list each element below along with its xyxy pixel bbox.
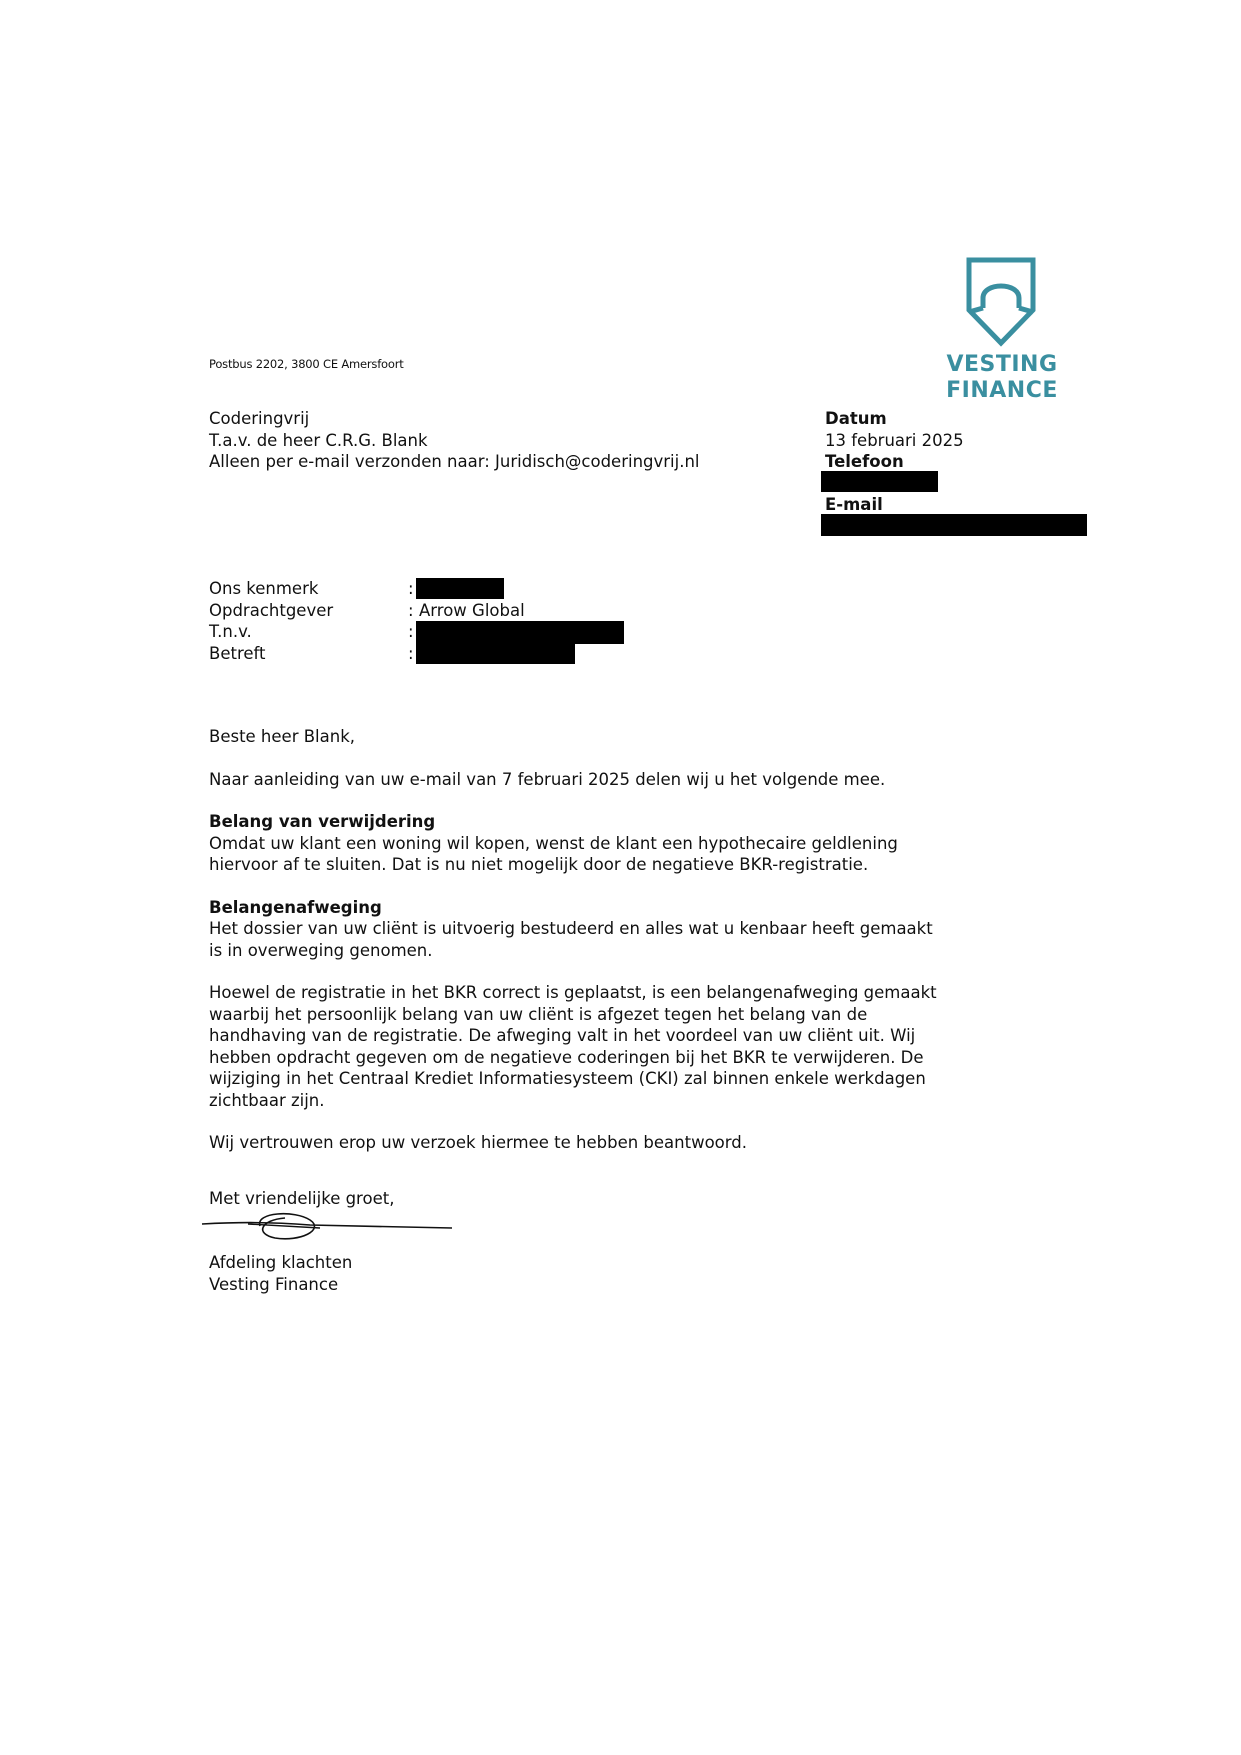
ref-label: Betreft	[209, 643, 266, 663]
handwritten-signature	[200, 1212, 460, 1252]
ref-label: Opdrachtgever	[209, 600, 334, 620]
recipient-block	[209, 408, 700, 473]
section-heading-belangenafweging: Belangenafweging	[209, 897, 382, 917]
telefoon-label: Telefoon	[825, 452, 904, 471]
recipient-delivery-note: Alleen per e-mail verzonden naar: Juridisch@coderingvrij.nl	[209, 452, 700, 471]
ref-label: Ons kenmerk	[209, 579, 319, 598]
signoff-company: Vesting Finance	[209, 1274, 339, 1294]
telefoon-redaction	[821, 471, 938, 492]
ref-label: T.n.v.	[209, 622, 252, 641]
body-line: zichtbaar zijn.	[209, 1090, 325, 1110]
body-line: handhaving van de registratie. De afweging valt in het voordeel van uw cliënt uit. Wij	[209, 1026, 916, 1045]
body-line: hebben opdracht gegeven om de negatieve coderingen bij het BKR te verwijderen. De	[209, 1047, 924, 1067]
salutation: Beste heer Blank,	[209, 727, 355, 746]
body-line: Hoewel de registratie in het BKR correct is geplaatst, is een belangenafweging gemaakt	[209, 983, 937, 1002]
recipient-company: Coderingvrij	[209, 409, 310, 428]
logo-wordmark-line1: VESTING	[946, 352, 1058, 377]
tnv-redaction	[416, 621, 624, 644]
datum-value: 13 februari 2025	[825, 430, 964, 450]
email-redaction	[821, 514, 1087, 536]
letter-body	[209, 726, 937, 1154]
kenmerk-redaction	[416, 578, 504, 599]
greeting: Met vriendelijke groet,	[209, 1189, 395, 1208]
body-line: waarbij het persoonlijk belang van uw cliënt is afgezet tegen het belang van de	[209, 1004, 868, 1024]
signoff-department: Afdeling klachten	[209, 1253, 353, 1272]
body-line: wijziging in het Centraal Krediet Informatiesysteem (CKI) zal binnen enkele werkdagen	[209, 1069, 926, 1088]
return-address: Postbus 2202, 3800 CE Amersfoort	[209, 357, 404, 371]
intro-paragraph: Naar aanleiding van uw e-mail van 7 februari 2025 delen wij u het volgende mee.	[209, 769, 886, 789]
body-line: is in overweging genomen.	[209, 940, 433, 960]
betreft-redaction	[416, 643, 575, 664]
body-line: Omdat uw klant een woning wil kopen, wenst de klant een hypothecaire geldlening	[209, 833, 898, 853]
ref-colon: :	[408, 643, 414, 663]
vesting-finance-logo	[942, 250, 1062, 410]
body-line: hiervoor af te sluiten. Dat is nu niet mogelijk door de negatieve BKR-registratie.	[209, 855, 869, 874]
closing-statement: Wij vertrouwen erop uw verzoek hiermee te hebben beantwoord.	[209, 1133, 747, 1152]
section-heading-belang: Belang van verwijdering	[209, 812, 436, 831]
signoff-block	[209, 1252, 352, 1295]
shield-icon	[942, 250, 1062, 350]
ref-colon: :	[408, 579, 414, 598]
ref-colon: :	[408, 622, 414, 641]
datum-label: Datum	[825, 409, 887, 428]
recipient-attention: T.a.v. de heer C.R.G. Blank	[209, 430, 428, 450]
body-line: Het dossier van uw cliënt is uitvoerig bestudeerd en alles wat u kenbaar heeft gemaakt	[209, 919, 933, 938]
ref-colon: :	[408, 600, 414, 620]
ref-value-opdrachtgever: Arrow Global	[419, 600, 525, 620]
email-label: E-mail	[825, 495, 883, 514]
meta-block	[825, 408, 964, 516]
logo-wordmark-line2: FINANCE	[946, 378, 1058, 403]
